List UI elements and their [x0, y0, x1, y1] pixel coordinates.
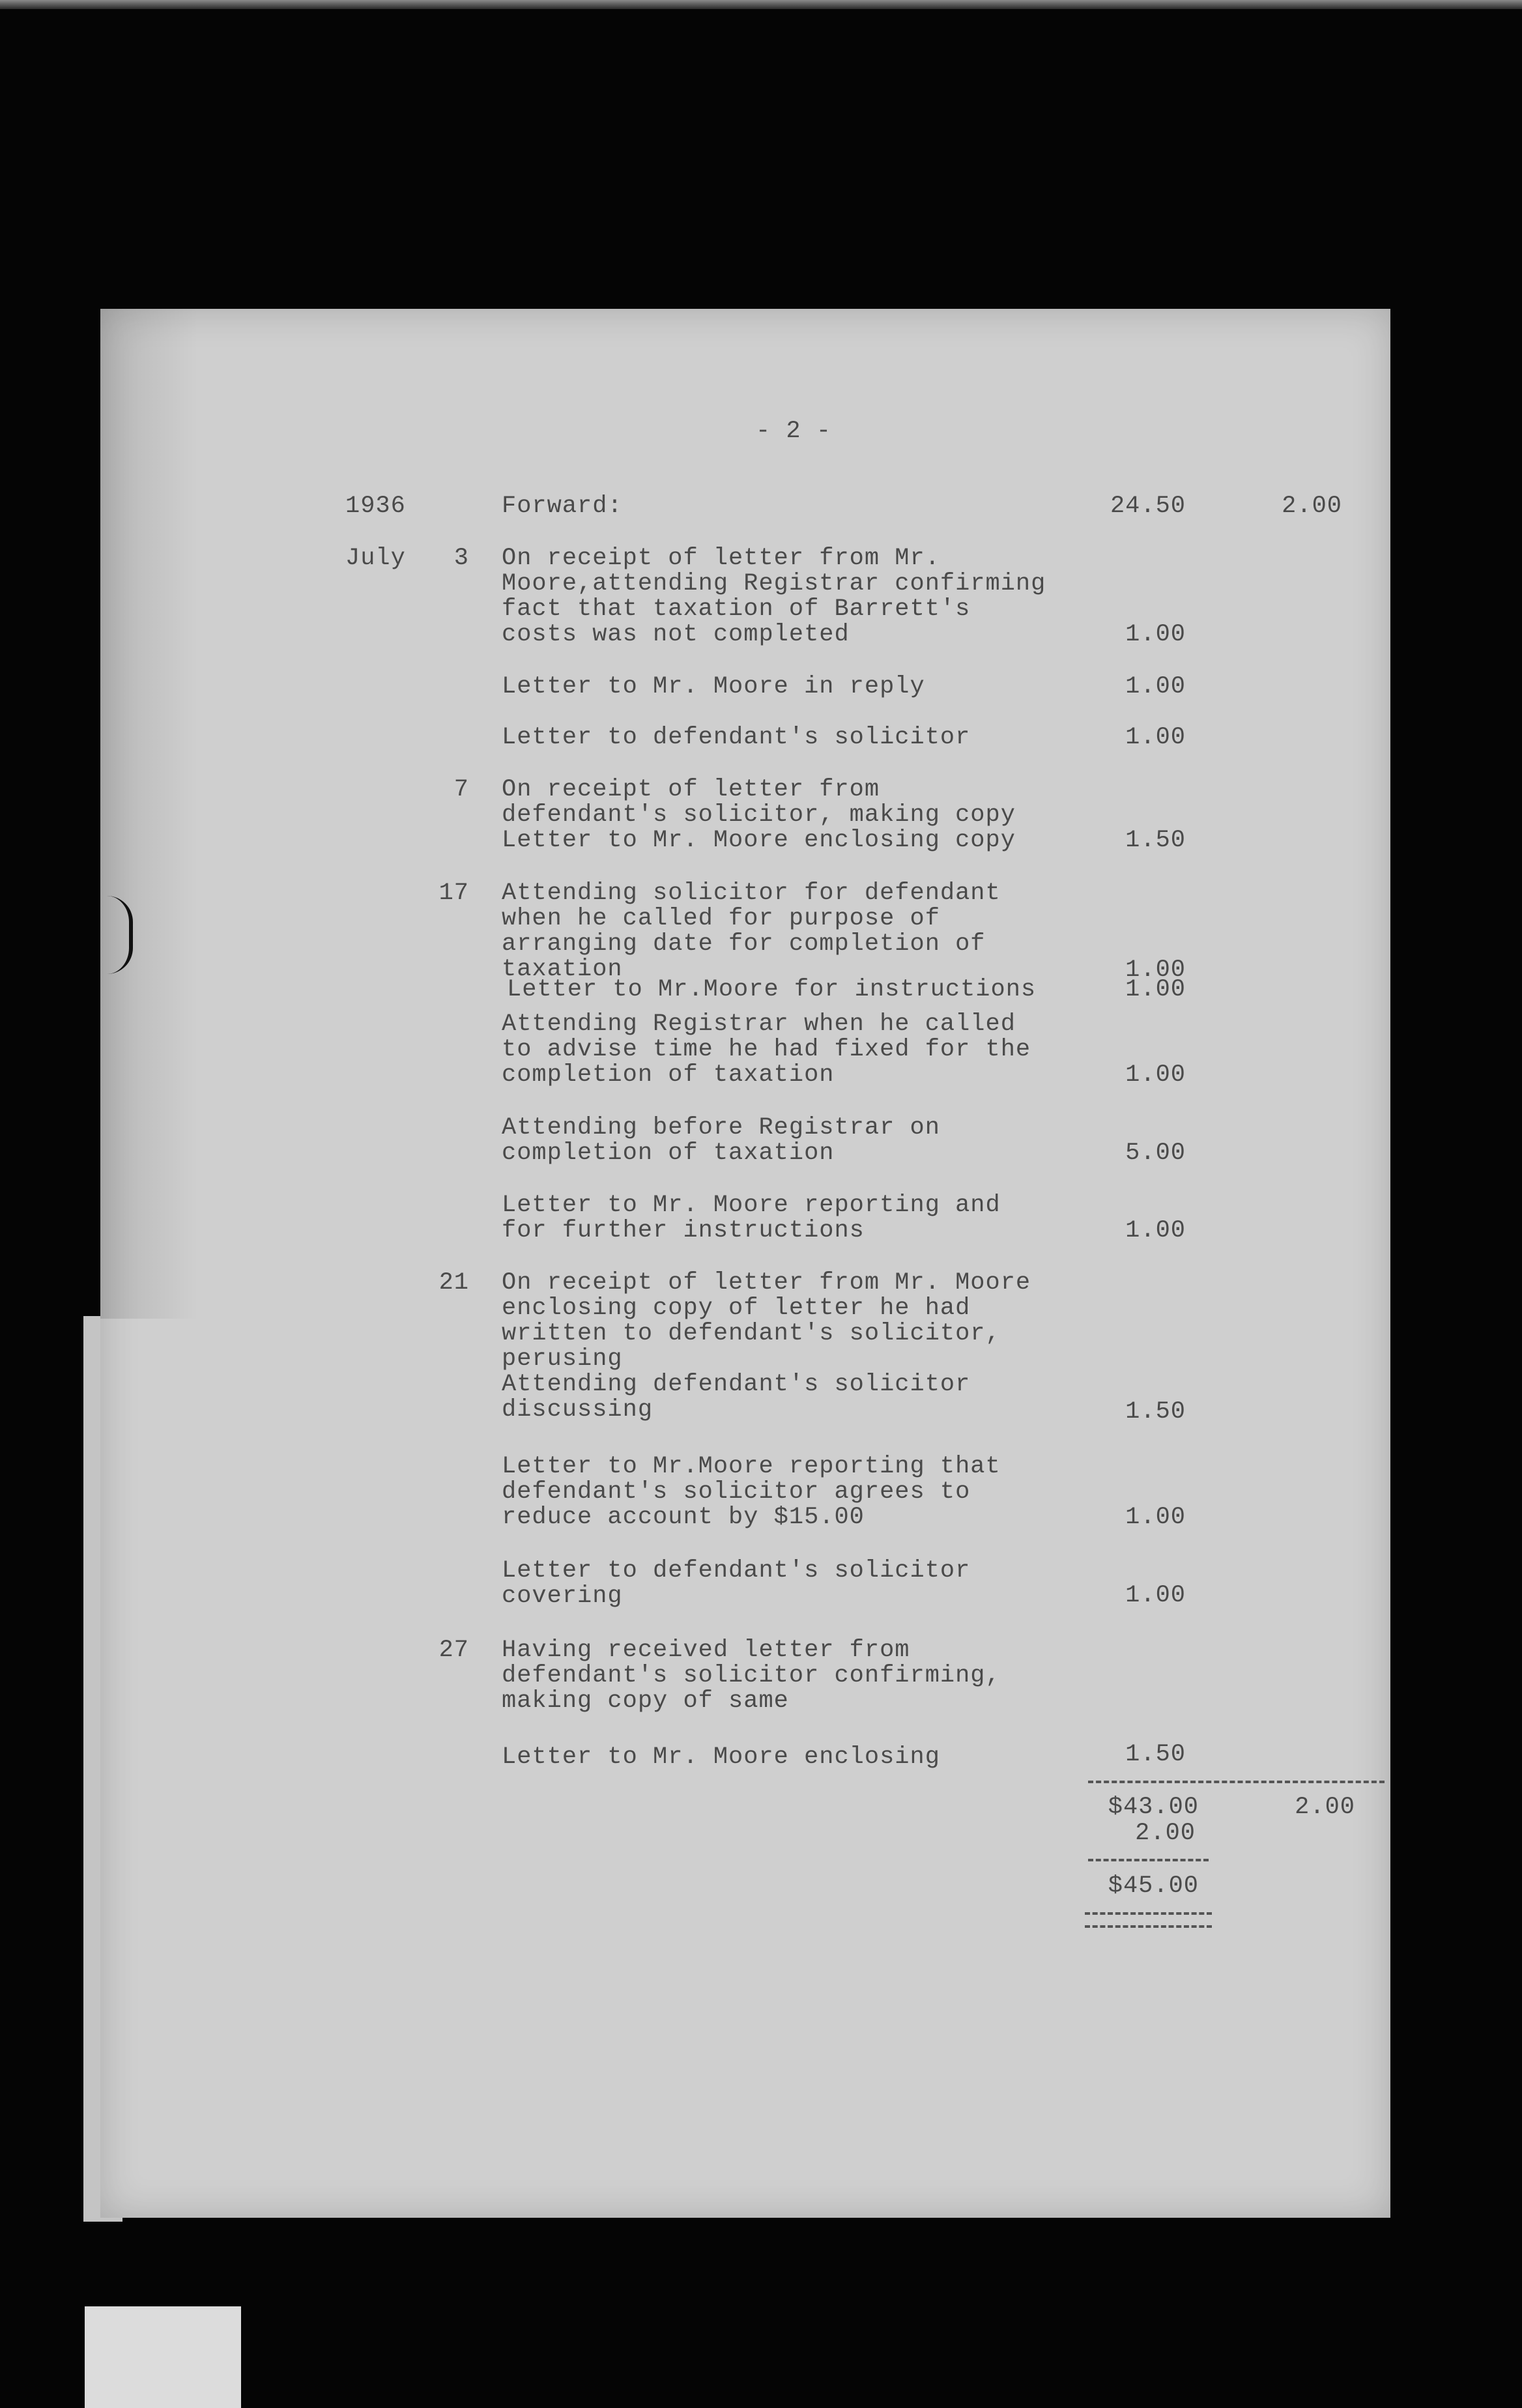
entry-amount: 1.00	[1125, 1582, 1186, 1609]
entry-day: 27	[438, 1637, 469, 1664]
total-rule	[1088, 1781, 1385, 1783]
entry-amount: 1.00	[1125, 673, 1186, 700]
entry-day: 7	[453, 776, 469, 803]
entry-amount: 1.00	[1125, 976, 1186, 1003]
year-label: 1936	[345, 493, 406, 520]
double-rule-bottom	[1085, 1925, 1212, 1928]
sum-rule	[1088, 1859, 1209, 1861]
entry-text: Letter to Mr. Moore reporting and for further instructions	[502, 1192, 1001, 1244]
entry-day: 3	[453, 545, 469, 572]
entry-amount: 1.00	[1125, 621, 1186, 648]
entry-amount: 1.00	[1125, 1061, 1186, 1089]
entry-text: Letter to Mr.Moore for instructions	[507, 976, 1037, 1003]
forward-amount: 24.50	[1110, 493, 1186, 520]
entry-text: On receipt of letter from Mr. Moore,attending Registrar confirming fact that taxation of Barrett's costs was not completed	[502, 545, 1046, 648]
grand-total: $45.00	[1108, 1872, 1199, 1900]
forward-disbursement: 2.00	[1282, 493, 1342, 520]
paper-shadow-edge	[100, 309, 198, 1319]
disbursement-total: 2.00	[1295, 1794, 1355, 1821]
entry-amount: 1.00	[1125, 1504, 1186, 1531]
add-disbursement: 2.00	[1135, 1820, 1196, 1847]
forward-label: Forward:	[502, 493, 623, 520]
entry-text: On receipt of letter from Mr. Moore enclosing copy of letter he had written to defendant's solicitor, perusing Attending defendant's solicitor discussing	[502, 1269, 1031, 1424]
entry-text: Attending before Registrar on completion of taxation	[502, 1114, 940, 1167]
month-label: July	[345, 545, 406, 572]
entry-text: Letter to defendant's solicitor	[502, 724, 971, 751]
page-number: - 2 -	[756, 418, 832, 445]
entry-text: Letter to Mr.Moore reporting that defendant's solicitor agrees to reduce account by $15.00	[502, 1453, 1001, 1531]
handwritten-margin-mark	[90, 896, 133, 974]
entry-text: Letter to Mr. Moore enclosing	[502, 1743, 940, 1771]
entry-amount: 1.50	[1125, 1741, 1186, 1768]
entry-text: Attending Registrar when he called to advise time he had fixed for the completion of taxation	[502, 1010, 1031, 1089]
entry-amount: 1.00	[1125, 724, 1186, 751]
film-edge	[0, 0, 1522, 9]
entry-text: Letter to defendant's solicitor covering	[502, 1557, 971, 1610]
entry-amount: 1.50	[1125, 827, 1186, 854]
underlying-page-corner	[85, 2306, 241, 2408]
entry-text: Having received letter from defendant's solicitor confirming, making copy of same	[502, 1637, 1001, 1715]
entry-day: 17	[438, 880, 469, 907]
entry-text: Letter to Mr. Moore in reply	[502, 673, 925, 700]
entry-amount: 5.00	[1125, 1140, 1186, 1167]
double-rule-top	[1085, 1912, 1212, 1915]
subtotal-amount: $43.00	[1108, 1794, 1199, 1821]
entry-day: 21	[438, 1269, 469, 1297]
entry-amount: 1.00	[1125, 956, 1186, 984]
entry-amount: 1.00	[1125, 1217, 1186, 1244]
entry-amount: 1.50	[1125, 1398, 1186, 1426]
entry-text: On receipt of letter from defendant's solicitor, making copy Letter to Mr. Moore enclosing copy	[502, 776, 1016, 854]
entry-text: Attending solicitor for defendant when he called for purpose of arranging date for completion of taxation	[502, 880, 1001, 983]
